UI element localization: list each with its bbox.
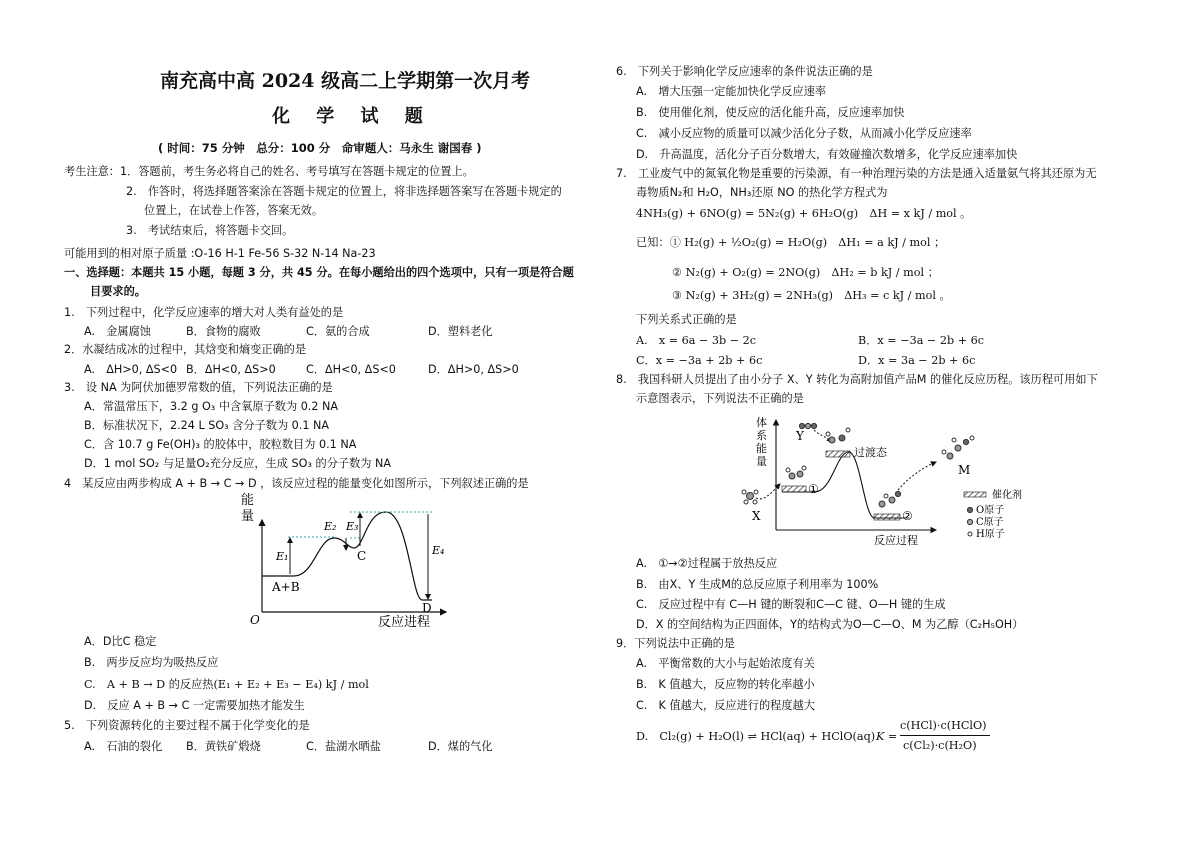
q7-equation-1: 已知：① H₂(g) + ½O₂(g) = H₂O(g) ΔH₁ = a kJ / mol ； [636,236,946,249]
q4-e3: E₃ [346,520,359,533]
q5-option-b: B．黄铁矿煅烧 [186,740,261,753]
q8-y-label-3: 能 [756,442,767,455]
q8-stem-2: 示意图表示，下列说法不正确的是 [636,392,804,405]
q8-option-c: C. 反应过程中有 C—H 键的断裂和C—C 键、O—H 键的生成 [636,598,946,611]
section-heading-cont: 目要求的。 [90,285,146,298]
molecule-y-icon [799,423,816,428]
section-heading: 一、选择题：本题共 15 小题，每题 3 分，共 45 分。在每小题给出的四个选项中，只有一项是符合题 [64,266,574,279]
q8-x-label: 反应过程 [874,534,918,547]
q8-reaction-diagram [736,412,1036,548]
legend-catalyst: 催化剂 [992,490,1022,501]
exam-info: ( 时间：75 分钟 总分：100 分 命审题人：马永生 谢国春 ) [158,141,482,155]
q5-option-a: A. 石油的裂化 [84,740,163,753]
q9-option-c: C. K 值越大，反应进行的程度越大 [636,699,815,712]
intermediate-1-icon [786,466,806,479]
q4-y-label-1: 能 [241,493,255,508]
q2-stem: 2．水凝结成冰的过程中，其焓变和熵变正确的是 [64,343,307,356]
q8-option-d: D．X 的空间结构为正四面体，Y的结构式为O—C—O、M 为乙醇（C₂H₅OH） [636,618,1024,631]
note-2a: 2. 作答时，将选择题答案涂在答题卡规定的位置上，将非选择题答案写在答题卡规定的 [126,185,562,198]
molecule-m-icon [942,436,974,459]
exam-title: 南充高中高 2024 级高二上学期第一次月考 [160,70,531,92]
q8-m-mol-label: M [958,463,971,477]
q4-option-c: C. A + B → D 的反应热(E₁ + E₂ + E₃ − E₄) kJ / mol [84,678,369,691]
q7-stem-1: 7. 工业废气中的氮氧化物是重要的污染源，有一种治理污染的方法是通入适量氨气将其还原为无 [616,167,1097,180]
q4-option-a: A．D比C 稳定 [84,635,157,648]
note-3: 3. 考试结束后，将答题卡交回。 [126,224,294,237]
transition-state-icon [826,428,850,443]
q8-y-label-4: 量 [756,455,767,468]
q7-option-b: B．x = −3a − 2b + 6c [858,334,985,347]
q5-option-d: D．煤的气化 [428,740,493,753]
q4-e4: E₄ [432,544,445,557]
q5-option-c: C．盐湖水晒盐 [306,740,381,753]
q3-option-a: A．常温常压下，3.2 g O₃ 中含氧原子数为 0.2 NA [84,400,339,413]
q4-stem: 4 某反应由两步构成 A + B → C → D ，该反应过程的能量变化如图所示，下列叙述正确的是 [64,477,529,490]
q8-ts-label: 过渡态 [854,446,887,459]
q8-x-mol-label: X [752,509,761,523]
q5-stem: 5. 下列资源转化的主要过程不属于化学变化的是 [64,719,310,732]
q7-option-d: D．x = 3a − 2b + 6c [858,354,976,367]
legend-o-atom: O原子 [976,505,1005,516]
q7-option-c: C．x = −3a + 2b + 6c [636,354,763,367]
q2-option-b: B．ΔH<0, ΔS>0 [186,363,276,376]
q4-option-b: B. 两步反应均为吸热反应 [84,656,219,669]
q4-y-label-2: 量 [241,509,255,524]
q6-option-b: B. 使用催化剂，使反应的活化能升高，反应速率加快 [636,106,905,119]
q8-y-label-2: 系 [756,429,767,442]
q4-c-label: C [357,549,367,563]
q1-stem: 1. 下列过程中，化学反应速率的增大对人类有益处的是 [64,306,344,319]
q9-stem: 9．下列说法中正确的是 [616,637,735,650]
q4-d-label: D [422,601,432,615]
q8-y-label-1: 体 [756,416,767,429]
q8-option-b: B. 由X、Y 生成M的总反应原子利用率为 100% [636,578,879,591]
q1-option-b: B．食物的腐败 [186,325,261,338]
exam-subtitle: 化 学 试 题 [272,106,433,127]
q7-equation-2: ② N₂(g) + O₂(g) = 2NO(g) ΔH₂ = b kJ / mol ； [672,266,939,279]
q6-option-d: D. 升高温度，活化分子百分数增大，有效碰撞次数增多，化学反应速率加快 [636,148,1018,161]
q1-option-c: C．氨的合成 [306,325,370,338]
q3-option-d: D．1 mol SO₂ 与足量O₂充分反应，生成 SO₃ 的分子数为 NA [84,457,392,470]
q4-e1: E₁ [276,550,289,563]
note-2b: 位置上，在试卷上作答，答案无效。 [144,204,324,217]
q3-option-b: B．标准状况下，2.24 L SO₃ 含分子数为 0.1 NA [84,419,330,432]
q8-state-2: ② [902,509,913,523]
q8-y-mol-label: Y [796,429,804,443]
q3-stem: 3. 设 NA 为阿伏加德罗常数的值，下列说法正确的是 [64,381,333,394]
atomic-masses: 可能用到的相对原子质量 :O-16 H-1 Fe-56 S-32 N-14 Na-23 [64,247,376,260]
molecule-x-icon [742,490,758,504]
q7-equation-3: ③ N₂(g) + 3H₂(g) = 2NH₃(g) ΔH₃ = c kJ / mol 。 [672,289,951,302]
q4-ab-label: A+B [272,580,300,594]
q6-stem: 6. 下列关于影响化学反应速率的条件说法正确的是 [616,65,873,78]
q7-stem-2: 毒物质N₂和 H₂O，NH₃还原 NO 的热化学方程式为 [636,186,888,199]
q4-origin: O [250,613,260,627]
q2-option-a: A. ΔH>0, ΔS<0 [84,363,178,376]
q9-k-denominator: c(Cl₂)·c(H₂O) [903,739,977,752]
q2-option-c: C．ΔH<0, ΔS<0 [306,363,396,376]
q9-k-numerator: c(HCl)·c(HClO) [900,719,987,732]
legend-h-atom: H原子 [976,529,1005,540]
q4-energy-diagram [236,490,456,630]
q1-option-d: D．塑料老化 [428,325,493,338]
note-1: 考生注意：1．答题前，考生务必将自己的姓名、考号填写在答题卡规定的位置上。 [64,165,474,178]
q2-option-d: D．ΔH>0, ΔS>0 [428,363,519,376]
q7-equation-main: 4NH₃(g) + 6NO(g) = 5N₂(g) + 6H₂O(g) ΔH = x kJ / mol 。 [636,207,972,220]
q9-option-b: B. K 值越大，反应物的转化率越小 [636,678,815,691]
q9-option-a: A. 平衡常数的大小与起始浓度有关 [636,657,815,670]
q4-e2: E₂ [324,520,337,533]
q9-fraction-bar [900,735,990,736]
intermediate-2-icon [879,491,901,507]
q4-option-d: D. 反应 A + B → C 一定需要加热才能发生 [84,699,305,712]
q3-option-c: C．含 10.7 g Fe(OH)₃ 的胶体中，胶粒数目为 0.1 NA [84,438,357,451]
q6-option-a: A. 增大压强一定能加快化学反应速率 [636,85,827,98]
q8-legend [964,488,1022,540]
legend-c-atom: C原子 [976,517,1004,528]
q9-option-d: D. Cl₂(g) + H₂O(l) ⇌ HCl(aq) + HClO(aq) [636,730,876,743]
q8-state-1: ① [808,482,819,496]
q9-k-symbol: K = [876,730,898,743]
q7-option-a: A. x = 6a − 3b − 2c [636,334,757,347]
q6-option-c: C. 减小反应物的质量可以减少活化分子数，从而减小化学反应速率 [636,127,972,140]
q4-x-label: 反应进程 [378,615,431,630]
q8-stem-1: 8. 我国科研人员提出了由小分子 X、Y 转化为高附加值产品M 的催化反应历程。该历程可用如下 [616,373,1098,386]
q7-ask: 下列关系式正确的是 [636,313,737,326]
q8-option-a: A. ①→②过程属于放热反应 [636,557,778,570]
q1-option-a: A. 金属腐蚀 [84,325,151,338]
